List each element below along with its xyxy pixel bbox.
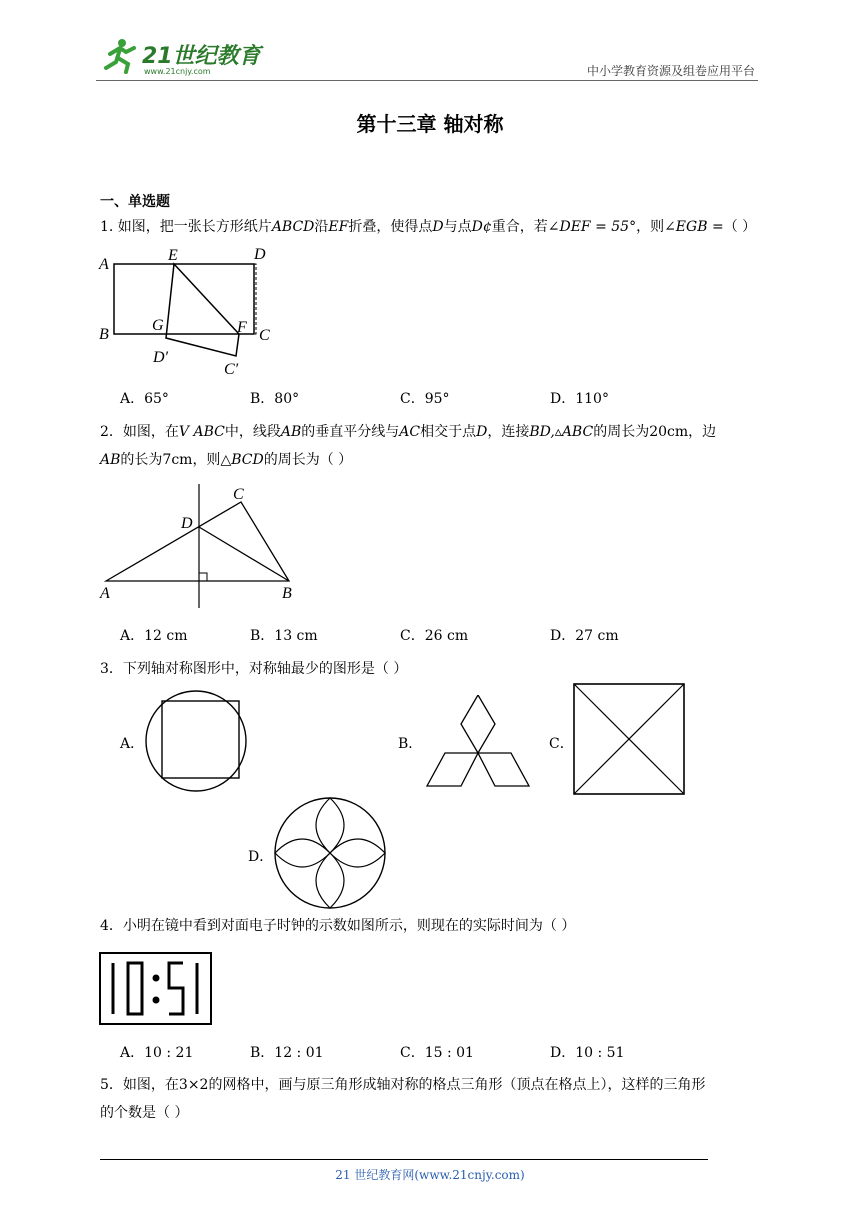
q4-option-c[interactable]: C．15 : 01 bbox=[400, 1045, 474, 1061]
label-b: B bbox=[282, 585, 292, 602]
q3-option-d-label[interactable]: D． bbox=[248, 849, 274, 865]
q3-figure-a[interactable] bbox=[144, 689, 248, 793]
q2-option-b[interactable]: B．13 cm bbox=[250, 628, 318, 644]
q4-option-d[interactable]: D．10 : 51 bbox=[550, 1045, 625, 1061]
q3-figure-d[interactable] bbox=[272, 795, 388, 911]
question-5-text: 5．如图，在3×2的网格中，画与原三角形成轴对称的格点三角形（顶点在格点上），这样的三角形 的个数是（ ） bbox=[100, 1077, 706, 1121]
label-e: E bbox=[168, 247, 178, 264]
label-a: A bbox=[99, 256, 109, 273]
logo-text: 21世纪教育 bbox=[142, 44, 261, 69]
q3-figure-b[interactable] bbox=[422, 695, 534, 789]
question-2-figure bbox=[96, 484, 306, 614]
label-d: D bbox=[181, 515, 193, 532]
platform-name: 中小学教育资源及组卷应用平台 bbox=[586, 64, 755, 78]
logo-subtext: www.21cnjy.com bbox=[144, 67, 211, 76]
label-d: D bbox=[254, 246, 266, 263]
question-3-text: 3．下列轴对称图形中，对称轴最少的图形是（ ） bbox=[100, 661, 408, 677]
site-logo bbox=[96, 36, 266, 76]
question-2-text: 2．如图，在V ABC中，线段AB的垂直平分线与AC相交于点D，连接BD,▵ABC的周长为20cm，边 AB的长为7cm，则△BCD的周长为（ ） bbox=[100, 424, 717, 468]
q4-mirror-clock bbox=[99, 952, 213, 1026]
label-g: G bbox=[152, 317, 164, 334]
label-b: B bbox=[99, 326, 109, 343]
section-heading: 一、单选题 bbox=[100, 194, 170, 210]
q2-option-d[interactable]: D．27 cm bbox=[550, 628, 619, 644]
label-f: F bbox=[237, 319, 247, 336]
q4-option-a[interactable]: A．10 : 21 bbox=[120, 1045, 194, 1061]
q3-option-a-label[interactable]: A． bbox=[120, 736, 145, 752]
label-d-prime: D′ bbox=[153, 349, 169, 366]
q4-option-b[interactable]: B．12 : 01 bbox=[250, 1045, 324, 1061]
label-c: C bbox=[259, 327, 270, 344]
footer-text[interactable]: 21 世纪教育网(www.21cnjy.com) bbox=[335, 1168, 525, 1182]
label-c-prime: C′ bbox=[224, 361, 239, 378]
q3-option-b-label[interactable]: B． bbox=[398, 736, 423, 752]
q1-option-a[interactable]: A．65° bbox=[120, 391, 169, 407]
footer-divider bbox=[100, 1159, 708, 1160]
question-4-text: 4．小明在镜中看到对面电子时钟的示数如图所示，则现在的实际时间为（ ） bbox=[100, 918, 576, 934]
page-title: 第十三章 轴对称 bbox=[356, 112, 504, 136]
q1-option-b[interactable]: B．80° bbox=[250, 391, 300, 407]
runner-icon bbox=[106, 39, 134, 72]
question-1-figure bbox=[96, 244, 286, 380]
header-divider bbox=[96, 80, 758, 81]
q1-option-d[interactable]: D．110° bbox=[550, 391, 609, 407]
label-c: C bbox=[233, 486, 244, 503]
q2-option-a[interactable]: A．12 cm bbox=[120, 628, 188, 644]
q1-option-c[interactable]: C．95° bbox=[400, 391, 450, 407]
label-a: A bbox=[100, 585, 110, 602]
q3-option-c-label[interactable]: C． bbox=[549, 736, 574, 752]
q2-option-c[interactable]: C．26 cm bbox=[400, 628, 469, 644]
question-1-text: 1. 如图，把一张长方形纸片ABCD沿EF折叠，使得点D与点D¢重合，若∠DEF = 55°，则∠EGB =（ ） bbox=[100, 219, 757, 235]
q3-figure-c[interactable] bbox=[573, 683, 687, 797]
